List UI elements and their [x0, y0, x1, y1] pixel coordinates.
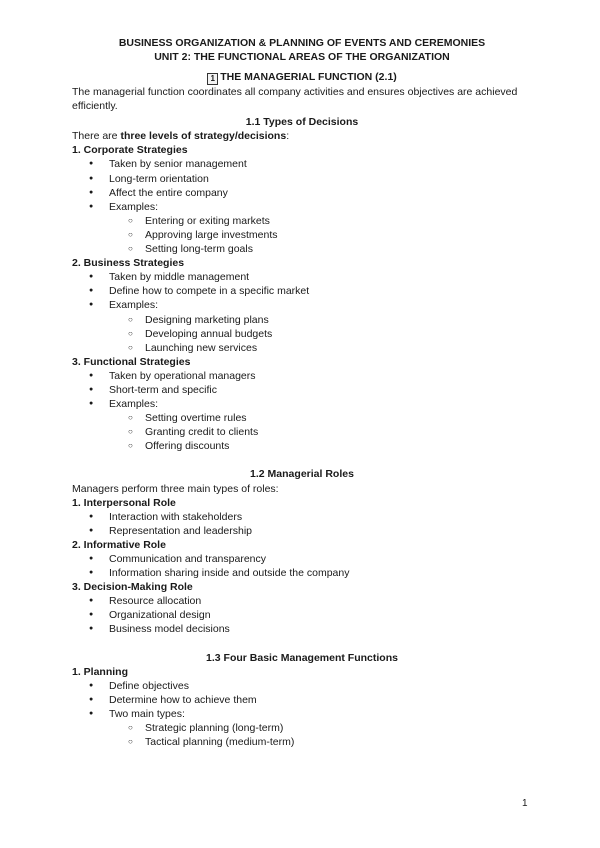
keycap-number-icon: 1 — [207, 73, 218, 85]
bullet-list — [72, 270, 532, 355]
page-number: 1 — [522, 798, 528, 809]
sub-list-item: ○ Setting long-term goals — [72, 242, 532, 256]
sub-list-item: ○ Strategic planning (long-term) — [72, 721, 532, 735]
sub-list-item: ○ Approving large investments — [72, 228, 532, 242]
list-item: ● Taken by operational managers — [72, 369, 532, 383]
sub-list-item: ○ Designing marketing plans — [72, 313, 532, 327]
list-item: ● Examples: — [72, 397, 532, 411]
subsection-heading-1-2: 1.2 Managerial Roles — [250, 468, 354, 481]
list-item: ● Resource allocation — [72, 594, 532, 608]
section-heading — [72, 70, 532, 85]
bullet-list — [72, 552, 532, 580]
sub-list-item: ○ Developing annual budgets — [72, 327, 532, 341]
intro-text: There are — [72, 130, 121, 143]
list-item: ● Examples: — [72, 298, 532, 312]
list-item: ● Two main types: — [72, 707, 532, 721]
list-item: ● Define objectives — [72, 679, 532, 693]
list-item: ● Affect the entire company — [72, 186, 532, 200]
list-item: ● Representation and leadership — [72, 524, 532, 538]
group-title-interpersonal: 1. Interpersonal Role — [72, 496, 176, 509]
list-item: ● Communication and transparency — [72, 552, 532, 566]
section-intro: The managerial function coordinates all company activities and ensures objectives are achieved efficiently. — [72, 86, 518, 113]
sub-list-item: ○ Entering or exiting markets — [72, 214, 532, 228]
list-item: ● Long-term orientation — [72, 172, 532, 186]
group-title-functional: 3. Functional Strategies — [72, 355, 191, 368]
bullet-list — [72, 679, 532, 749]
subsection-heading-1-1: 1.1 Types of Decisions — [245, 116, 359, 129]
list-item: ● Taken by senior management — [72, 157, 532, 171]
list-item: ● Information sharing inside and outside the company — [72, 566, 532, 580]
sub-list-item: ○ Setting overtime rules — [72, 411, 532, 425]
sub-list-item: ○ Offering discounts — [72, 439, 532, 453]
list-item: ● Define how to compete in a specific market — [72, 284, 532, 298]
page-content — [72, 37, 532, 749]
spacer — [72, 637, 532, 651]
subsection-intro-1-2: Managers perform three main types of roles: — [72, 482, 279, 495]
group-title-planning: 1. Planning — [72, 665, 129, 678]
sub-list-item: ○ Granting credit to clients — [72, 425, 532, 439]
list-item: ● Organizational design — [72, 608, 532, 622]
list-item: ● Business model decisions — [72, 622, 532, 636]
subsection-intro-1-1 — [72, 129, 532, 143]
subsection-heading-1-3: 1.3 Four Basic Management Functions — [206, 651, 398, 664]
document-title-line1: BUSINESS ORGANIZATION & PLANNING OF EVENTS AND CEREMONIES — [118, 37, 486, 49]
document-title-line2: UNIT 2: THE FUNCTIONAL AREAS OF THE ORGANIZATION — [154, 50, 450, 63]
bullet-list — [72, 369, 532, 454]
list-item: ● Taken by middle management — [72, 270, 532, 284]
list-item: ● Short-term and specific — [72, 383, 532, 397]
group-title-corporate: 1. Corporate Strategies — [72, 144, 188, 157]
group-title-business: 2. Business Strategies — [72, 257, 185, 270]
list-item: ● Examples: — [72, 200, 532, 214]
group-title-informative: 2. Informative Role — [72, 538, 166, 551]
intro-bold-text: three levels of strategy/decisions — [120, 130, 287, 143]
sub-list-item: ○ Tactical planning (medium-term) — [72, 735, 532, 749]
sub-list-item: ○ Launching new services — [72, 341, 532, 355]
bullet-list — [72, 594, 532, 636]
group-title-decision-making: 3. Decision-Making Role — [72, 581, 193, 594]
section-title: THE MANAGERIAL FUNCTION (2.1) — [220, 71, 397, 83]
list-item: ● Interaction with stakeholders — [72, 510, 532, 524]
bullet-list — [72, 510, 532, 538]
list-item: ● Determine how to achieve them — [72, 693, 532, 707]
spacer — [72, 453, 532, 467]
bullet-list — [72, 157, 532, 256]
intro-text-end: : — [286, 130, 290, 143]
